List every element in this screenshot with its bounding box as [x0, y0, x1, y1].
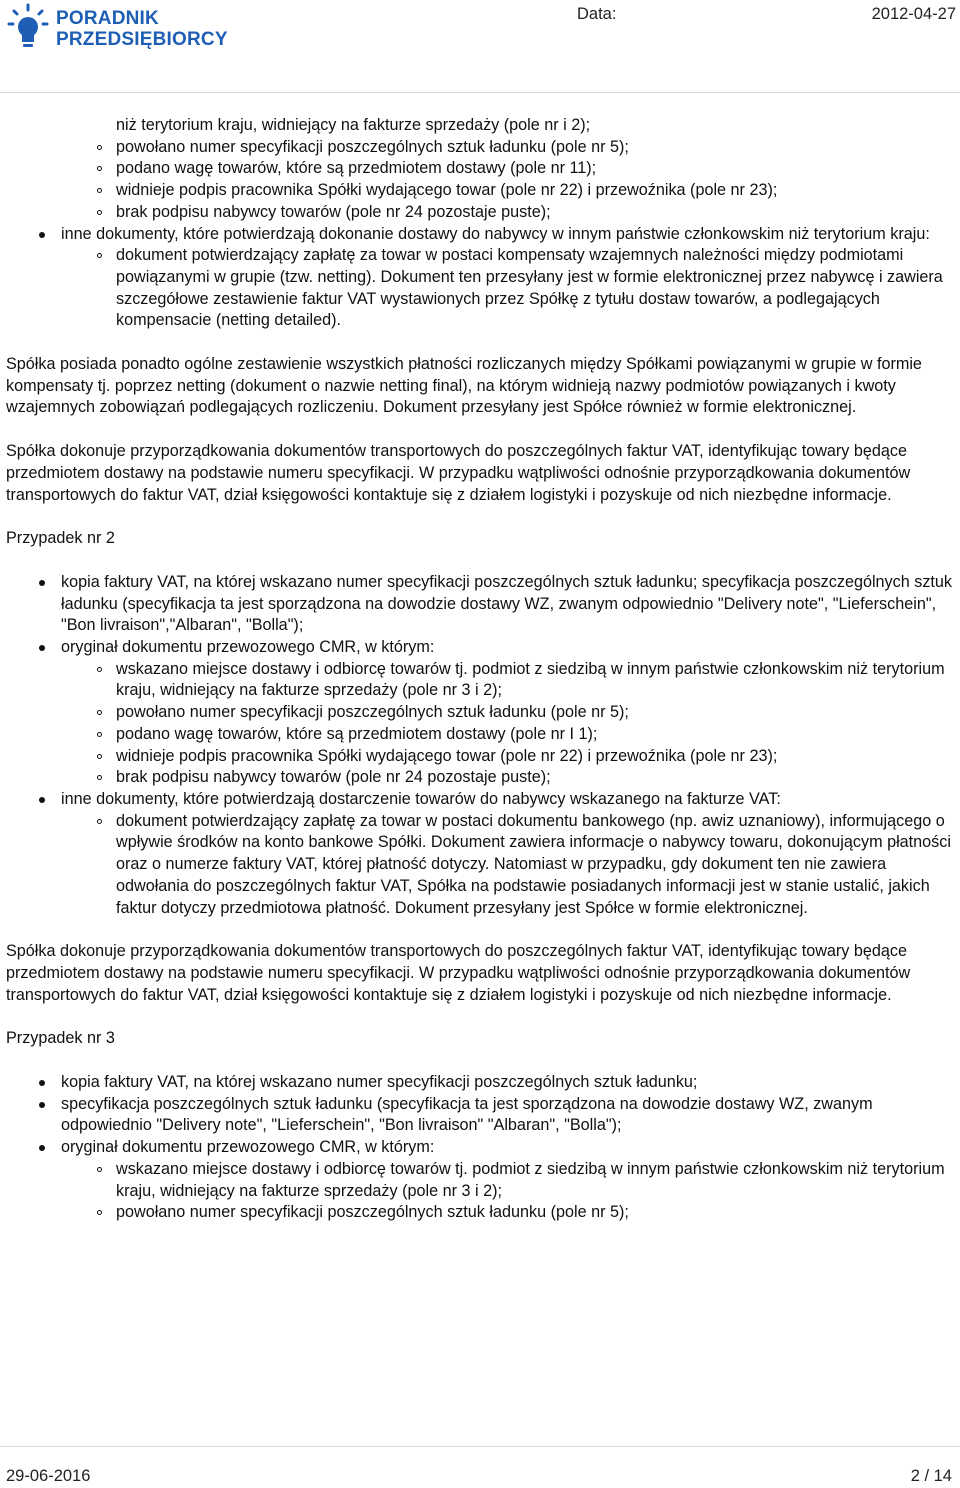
date-label: Data: — [577, 5, 617, 23]
circle-bullet-icon — [97, 188, 102, 193]
lightbulb-icon — [6, 2, 50, 52]
circle-bullet-icon — [97, 819, 102, 824]
list-item — [6, 637, 956, 659]
circle-bullet-icon — [97, 775, 102, 780]
circle-bullet-icon — [97, 754, 102, 759]
sub-list-item — [6, 245, 956, 332]
section-heading: Przypadek nr 3 — [6, 1029, 115, 1048]
circle-bullet-icon — [97, 1167, 102, 1172]
list-item-text: inne dokumenty, które potwierdzają dokonanie dostawy do nabywcy w innym państwie członkowskim niż terytorium kraju: — [61, 224, 930, 243]
page-header — [0, 0, 960, 92]
circle-bullet-icon — [97, 145, 102, 150]
date-value: 2012-04-27 — [871, 5, 956, 23]
sub-list-item — [6, 746, 956, 768]
sub-list-item — [6, 1159, 956, 1202]
sub-list-item — [6, 811, 956, 920]
section-heading: Przypadek nr 2 — [6, 529, 115, 548]
sub-list-item — [6, 180, 956, 202]
list-item-text: podano wagę towarów, które są przedmiotem dostawy (pole nr 11); — [116, 159, 597, 178]
sub-list-item — [6, 1202, 956, 1224]
list-item-text: oryginał dokumentu przewozowego CMR, w którym: — [61, 638, 435, 657]
footer-date: 29-06-2016 — [6, 1467, 91, 1485]
list-item — [6, 1137, 956, 1159]
list-item-text: powołano numer specyfikacji poszczególnych sztuk ładunku (pole nr 5); — [116, 703, 629, 722]
list-item-text: brak podpisu nabywcy towarów (pole nr 24 pozostaje puste); — [116, 202, 551, 221]
page-number: 2 / 14 — [910, 1467, 952, 1485]
spacer — [6, 332, 956, 354]
list-item — [6, 1072, 956, 1094]
list-item-text: brak podpisu nabywcy towarów (pole nr 24 pozostaje puste); — [116, 768, 551, 787]
list-item-text: oryginał dokumentu przewozowego CMR, w którym: — [61, 1138, 435, 1157]
bullet-icon — [39, 580, 45, 586]
bullet-icon — [39, 1080, 45, 1086]
list-item-text: wskazano miejsce dostawy i odbiorcę towarów tj. podmiot z siedzibą w innym państwie członkowskim niż terytorium kraju, widniejący na fakturze sprzedaży (pole nr 3 i 2); — [116, 1159, 945, 1200]
list-item — [6, 1094, 956, 1137]
spacer — [6, 1050, 956, 1072]
paragraph: Spółka posiada ponadto ogólne zestawienie wszystkich płatności rozliczanych między Spółkami powiązanymi w grupie w formie kompensaty tj. poprzez netting (dokument o nazwie netting final), na którym widnieją nazwy podmiotów powiązanych i kwoty wzajemnych zobowiązań podlegających rozliczeniu. Dokument przesyłany jest Spółce również w formie elektronicznej. — [6, 355, 922, 417]
circle-bullet-icon — [97, 210, 102, 215]
list-item-text: dokument potwierdzający zapłatę za towar w postaci dokumentu bankowego (np. awiz uznaniowy), informującego o wpływie środków na konto bankowe Spółki. Dokument zawiera informacje o nabywcy towaru, dokonującym płatności oraz o numerze faktury VAT, której płatność dotyczy. Natomiast w przypadku, gdy dokument ten nie zawiera odwołania do poszczególnych faktur VAT, Spółka na podstawie posiadanych informacji jest w stanie ustalić, jakich faktur dotyczy przedmiotowa płatność. Dokument przesyłany jest Spółce w formie elektronicznej. — [116, 811, 951, 917]
list-item-text: dokument potwierdzający zapłatę za towar w postaci kompensaty wzajemnych należności między podmiotami powiązanymi w grupie (tzw. netting). Dokument ten przesyłany jest w formie elektronicznej przez nabywcę i zawiera szczegółowe zestawienie faktur VAT wystawionych przez Spółkę z tytułu dostaw towarów, a podlegających kompensacie (netting detailed). — [116, 246, 943, 330]
list-item — [6, 224, 956, 246]
brand-line-1: PORADNIK — [56, 8, 159, 29]
list-item — [6, 789, 956, 811]
document-body — [6, 115, 956, 1224]
sub-list-item — [6, 202, 956, 224]
sub-list-item — [6, 659, 956, 702]
list-item — [6, 572, 956, 637]
list-item-text: widnieje podpis pracownika Spółki wydającego towar (pole nr 22) i przewoźnika (pole nr 23); — [116, 746, 778, 765]
circle-bullet-icon — [97, 667, 102, 672]
brand-line-2: PRZEDSIĘBIORCY — [56, 29, 228, 50]
bullet-icon — [39, 1145, 45, 1151]
list-item-text: wskazano miejsce dostawy i odbiorcę towarów tj. podmiot z siedzibą w innym państwie członkowskim niż terytorium kraju, widniejący na fakturze sprzedaży (pole nr 3 i 2); — [116, 659, 945, 700]
spacer — [6, 550, 956, 572]
circle-bullet-icon — [97, 253, 102, 258]
paragraph: Spółka dokonuje przyporządkowania dokumentów transportowych do poszczególnych faktur VAT, identyfikując towary będące przedmiotem dostawy na podstawie numeru specyfikacji. W przypadku wątpliwości odnośnie przyporządkowania dokumentów transportowych do faktur VAT, dział księgowości kontaktuje się z działem logistyki i pozyskuje od nich niezbędne informacje. — [6, 942, 911, 1004]
list-item-text: inne dokumenty, które potwierdzają dostarczenie towarów do nabywcy wskazanego na fakturze VAT: — [61, 789, 781, 808]
list-item-text: podano wagę towarów, które są przedmiotem dostawy (pole nr I 1); — [116, 724, 598, 743]
logo[interactable] — [6, 2, 246, 54]
sub-list-item — [6, 724, 956, 746]
sub-list-item — [6, 767, 956, 789]
spacer — [6, 506, 956, 528]
bullet-icon — [39, 645, 45, 651]
paragraph: Spółka dokonuje przyporządkowania dokumentów transportowych do poszczególnych faktur VAT, identyfikując towary będące przedmiotem dostawy na podstawie numeru specyfikacji. W przypadku wątpliwości odnośnie przyporządkowania dokumentów transportowych do faktur VAT, dział księgowości kontaktuje się z działem logistyki i pozyskuje od nich niezbędne informacje. — [6, 442, 911, 504]
list-item-text: specyfikacja poszczególnych sztuk ładunku (specyfikacja ta jest sporządzona na dowodzie dostawy WZ, zwanym odpowiednio "Delivery note", "Lieferschein", "Bon livraison" "Albaran", "Bolla"); — [61, 1094, 873, 1135]
sub-list-item — [6, 137, 956, 159]
circle-bullet-icon — [97, 1210, 102, 1215]
continued-text: niż terytorium kraju, widniejący na fakturze sprzedaży (pole nr i 2); — [116, 116, 591, 134]
circle-bullet-icon — [97, 166, 102, 171]
circle-bullet-icon — [97, 732, 102, 737]
bullet-icon — [39, 1102, 45, 1108]
bullet-icon — [39, 797, 45, 803]
sub-list-item — [6, 702, 956, 724]
bullet-icon — [39, 232, 45, 238]
sub-list-item — [6, 158, 956, 180]
footer-divider — [0, 1446, 960, 1447]
list-item-text: kopia faktury VAT, na której wskazano numer specyfikacji poszczególnych sztuk ładunku; — [61, 1073, 698, 1092]
header-divider — [0, 92, 960, 93]
list-item-text: widnieje podpis pracownika Spółki wydającego towar (pole nr 22) i przewoźnika (pole nr 23); — [116, 181, 778, 200]
list-item-text: powołano numer specyfikacji poszczególnych sztuk ładunku (pole nr 5); — [116, 1203, 629, 1222]
circle-bullet-icon — [97, 710, 102, 715]
list-item-text: kopia faktury VAT, na której wskazano numer specyfikacji poszczególnych sztuk ładunku; specyfikacja poszczególnych sztuk ładunku (specyfikacja ta jest sporządzona na dowodzie dostawy WZ, zwanym odpowiednio "Delivery note", "Lieferschein", "Bon livraison","Albaran", "Bolla"); — [61, 572, 953, 635]
list-item-text: powołano numer specyfikacji poszczególnych sztuk ładunku (pole nr 5); — [116, 137, 629, 156]
spacer — [6, 919, 956, 941]
spacer — [6, 419, 956, 441]
spacer — [6, 1006, 956, 1028]
